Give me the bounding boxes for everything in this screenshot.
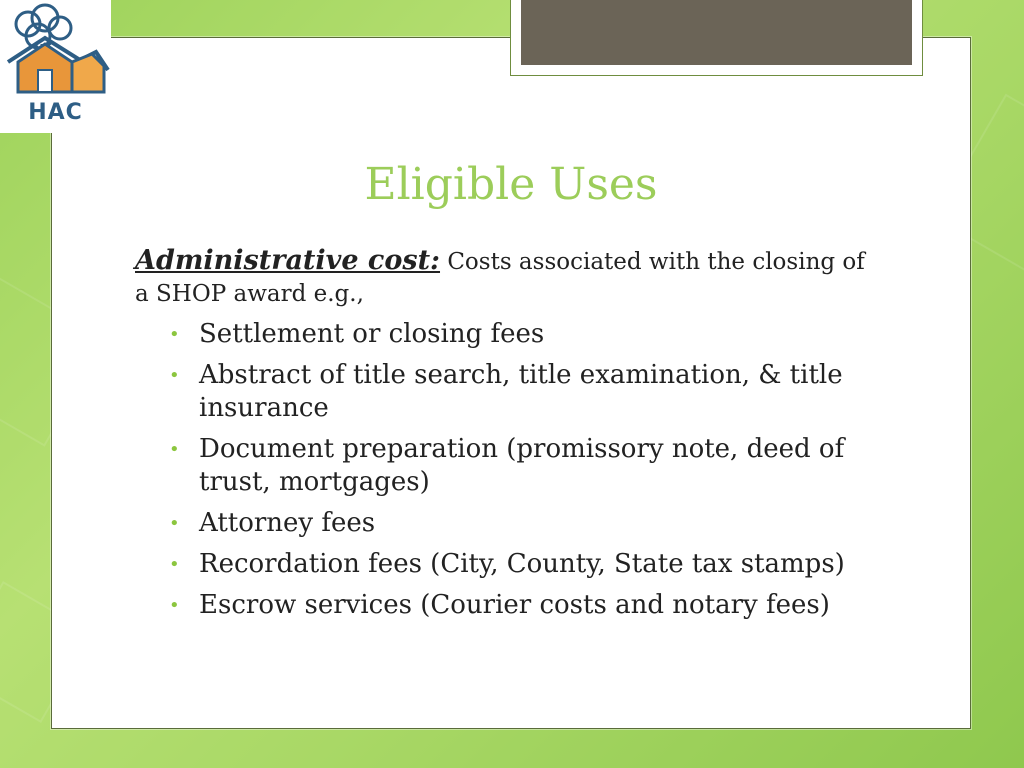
slide-title: Eligible Uses xyxy=(364,159,658,211)
list-item xyxy=(165,589,875,622)
list-item-text: Abstract of title search, title examination, & title insurance xyxy=(199,360,843,423)
intro-lead: Administrative cost: xyxy=(135,245,441,276)
header-bar xyxy=(521,0,912,65)
list-item xyxy=(165,318,875,351)
list-item-text: Settlement or closing fees xyxy=(199,319,545,349)
list-item-text: Document preparation (promissory note, deed of trust, mortgages) xyxy=(199,434,845,497)
bullet-dot-icon: • xyxy=(169,365,180,386)
logo-text: HAC xyxy=(28,100,83,125)
bullet-dot-icon: • xyxy=(169,513,180,534)
intro-text: Costs associated with the closing of a SHOP award e.g., xyxy=(135,249,865,307)
house-tree-logo-icon xyxy=(0,0,111,105)
list-item xyxy=(165,359,875,425)
bullet-dot-icon: • xyxy=(169,595,180,616)
list-item xyxy=(165,433,875,499)
list-item-text: Escrow services (Courier costs and notary fees) xyxy=(199,590,830,620)
list-item-text: Recordation fees (City, County, State tax stamps) xyxy=(199,549,845,579)
bullet-dot-icon: • xyxy=(169,324,180,345)
list-item-text: Attorney fees xyxy=(199,508,376,538)
logo xyxy=(0,0,111,133)
intro-paragraph xyxy=(135,245,865,310)
bullet-list xyxy=(165,318,875,630)
list-item xyxy=(165,507,875,540)
bullet-dot-icon: • xyxy=(169,554,180,575)
list-item xyxy=(165,548,875,581)
bullet-dot-icon: • xyxy=(169,439,180,460)
header-tab xyxy=(510,0,923,76)
